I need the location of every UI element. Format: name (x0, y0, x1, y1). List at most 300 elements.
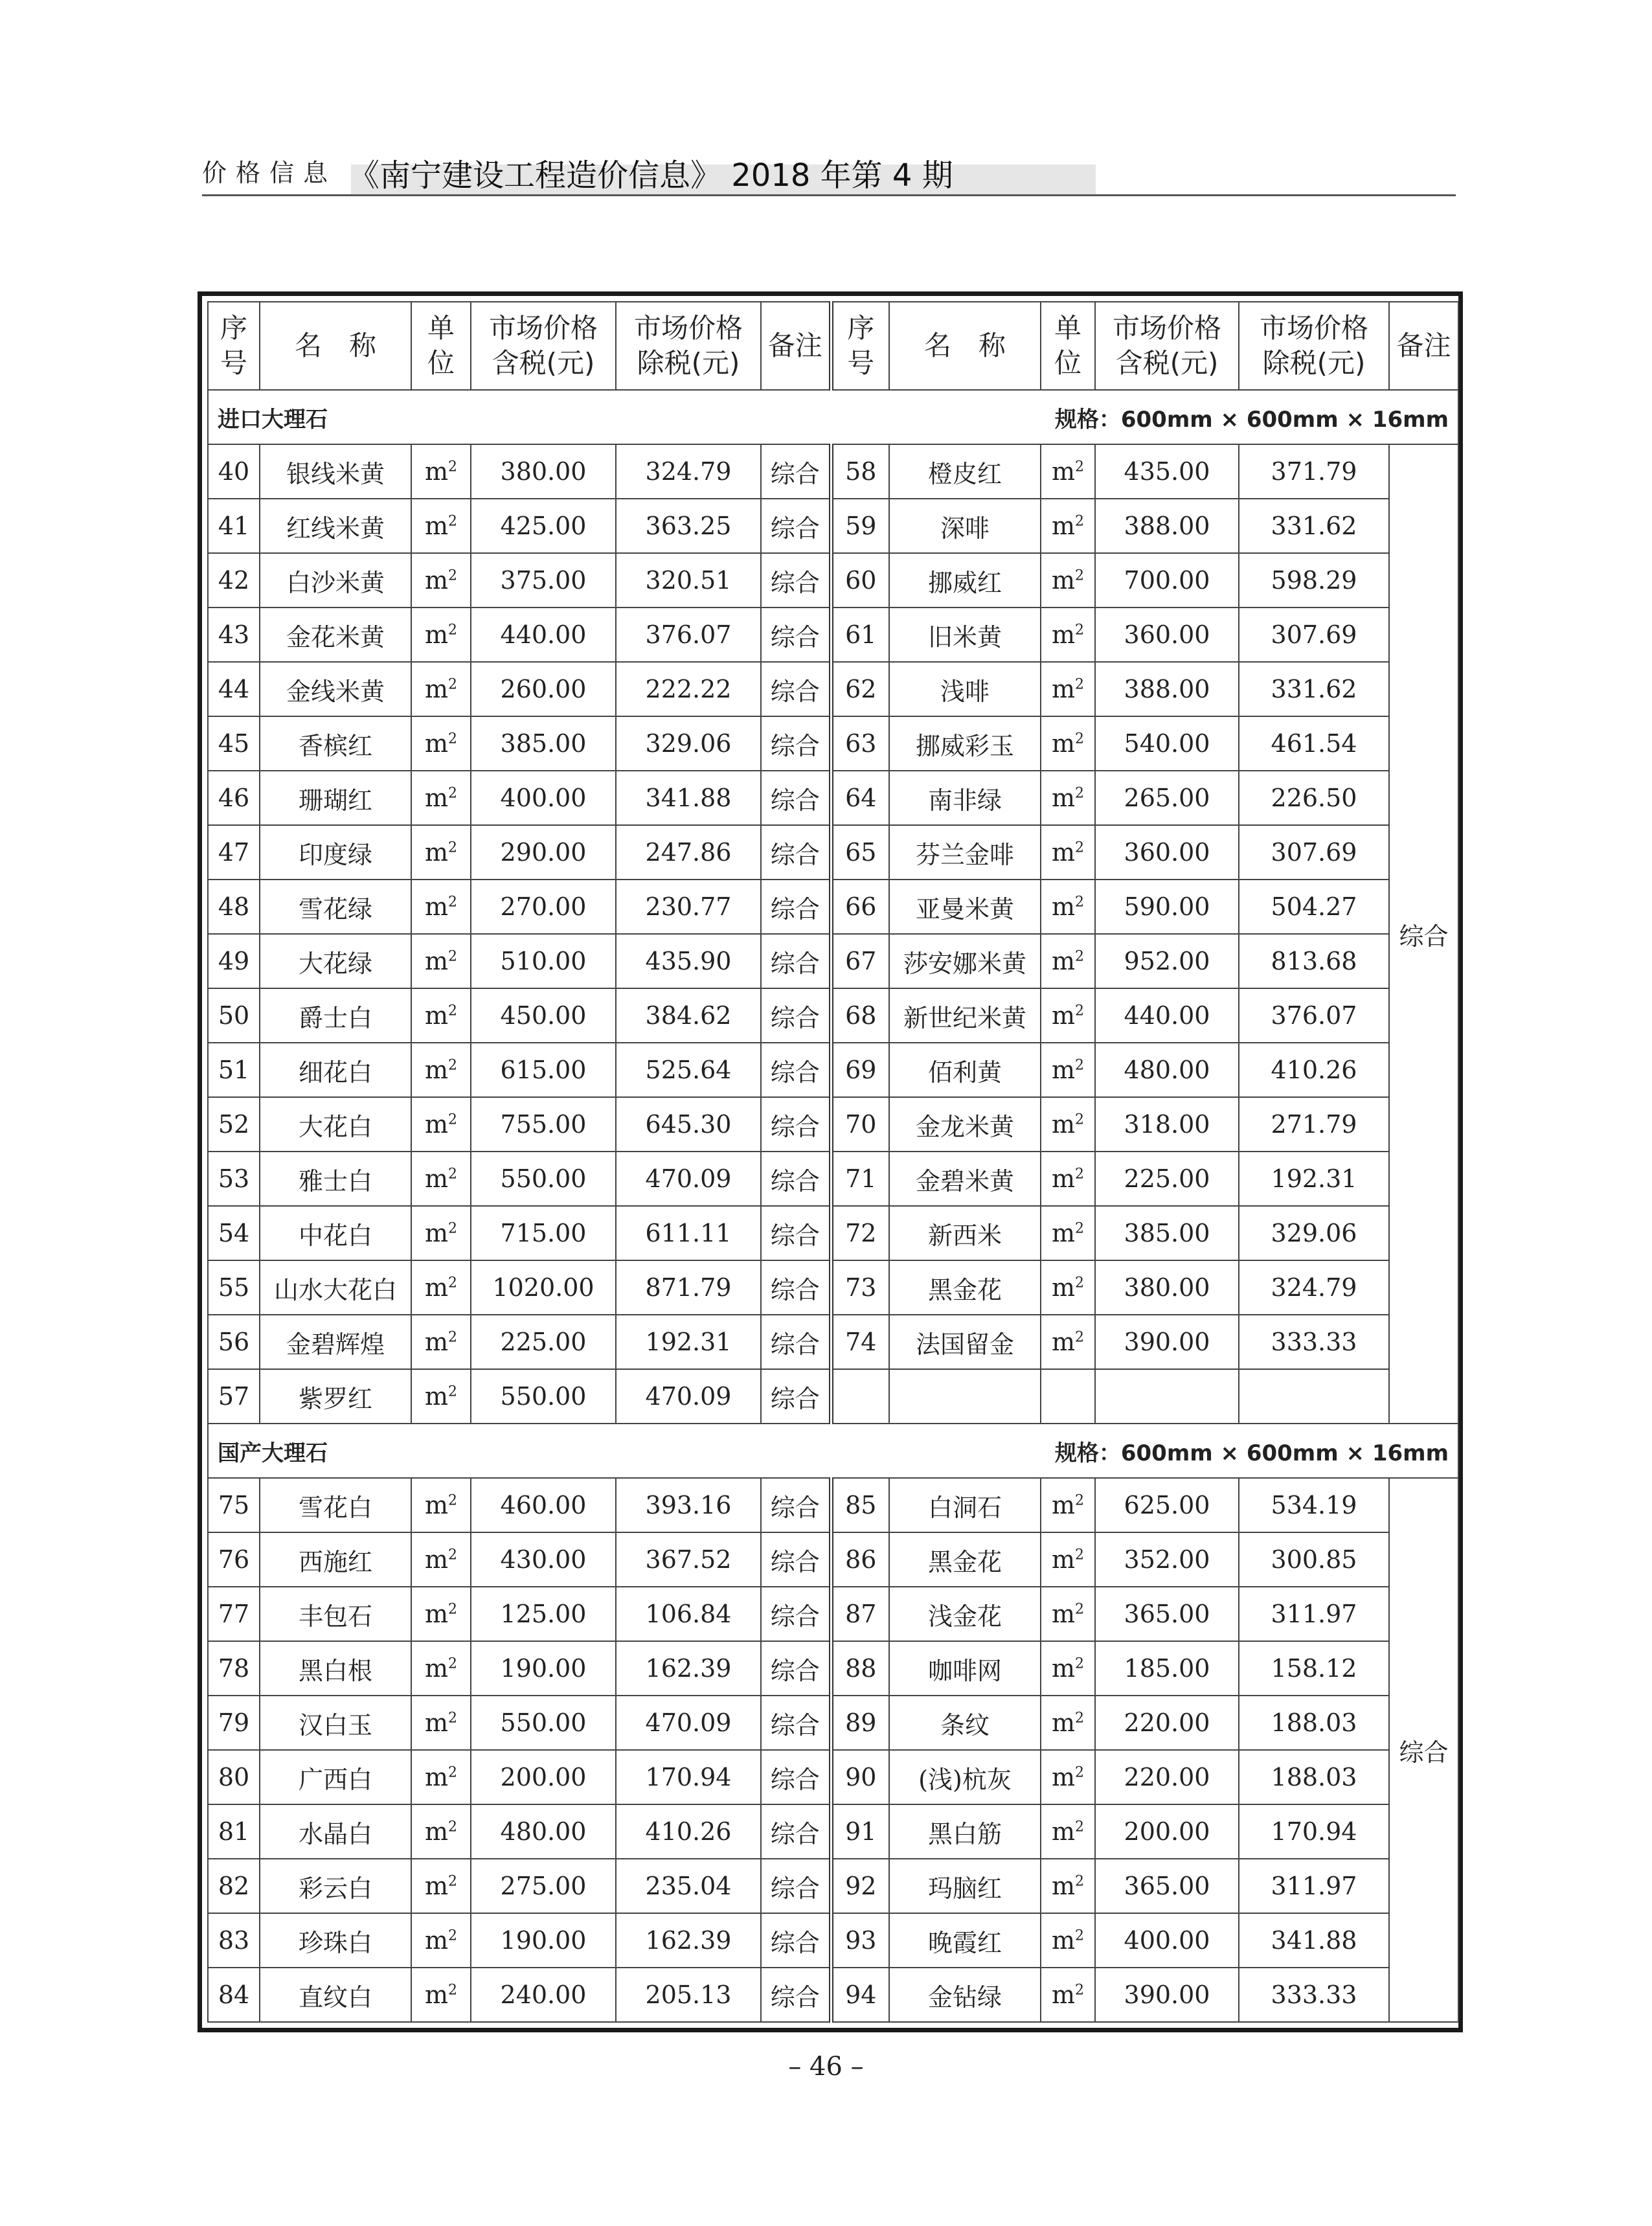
item-seq: 61 (831, 608, 889, 662)
col-unit-header: 单 位 (411, 302, 471, 390)
item-seq: 63 (831, 716, 889, 771)
item-unit (411, 1859, 471, 1913)
item-seq: 52 (208, 1097, 260, 1152)
table-header-row (208, 302, 1458, 390)
unit-sup: 2 (448, 1927, 458, 1944)
unit-sup: 2 (1075, 1547, 1085, 1563)
section-remark: 综合 (1389, 444, 1458, 1424)
item-unit (411, 771, 471, 825)
item-seq: 92 (831, 1859, 889, 1913)
table-row (208, 1043, 1458, 1097)
item-seq: 66 (831, 880, 889, 934)
item-seq: 83 (208, 1913, 260, 1968)
item-price-notax: 226.50 (1239, 771, 1389, 825)
item-remark: 综合 (761, 1260, 831, 1315)
item-remark: 综合 (761, 1532, 831, 1587)
item-seq: 67 (831, 934, 889, 988)
item-seq: 73 (831, 1260, 889, 1315)
item-price-tax: 190.00 (471, 1641, 616, 1696)
item-name: 法国留金 (889, 1315, 1041, 1369)
item-unit (411, 716, 471, 771)
item-seq: 62 (831, 662, 889, 716)
item-name: 雪花绿 (260, 880, 411, 934)
item-remark: 综合 (761, 1478, 831, 1532)
unit-sup: 2 (1075, 1003, 1085, 1019)
item-remark: 综合 (761, 1315, 831, 1369)
unit-sup: 2 (448, 1003, 458, 1019)
item-price-notax: 871.79 (616, 1260, 761, 1315)
item-remark: 综合 (761, 1859, 831, 1913)
item-unit (411, 1968, 471, 2022)
unit-sup: 2 (1075, 459, 1085, 475)
unit-base: m (424, 512, 449, 540)
unit-base: m (424, 1056, 449, 1084)
item-unit (1041, 1152, 1095, 1206)
item-seq: 49 (208, 934, 260, 988)
item-remark: 综合 (761, 1369, 831, 1424)
item-price-notax: 235.04 (616, 1859, 761, 1913)
item-unit (1041, 1043, 1095, 1097)
item-unit (411, 1913, 471, 1968)
item-price-notax: 311.97 (1239, 1587, 1389, 1641)
unit-sup: 2 (1075, 1927, 1085, 1944)
item-price-notax: 158.12 (1239, 1641, 1389, 1696)
col-remark-header: 备注 (761, 302, 831, 390)
unit-sup: 2 (448, 622, 458, 639)
unit-sup: 2 (448, 1819, 458, 1835)
item-price-tax: 550.00 (471, 1696, 616, 1750)
item-price-notax: 410.26 (616, 1804, 761, 1859)
unit-base: m (1051, 1872, 1076, 1900)
category-cell (208, 390, 1458, 444)
item-unit (1041, 1968, 1095, 2022)
item-name: 西施红 (260, 1532, 411, 1587)
item-price-tax: 440.00 (471, 608, 616, 662)
item-name: 南非绿 (889, 771, 1041, 825)
item-seq: 50 (208, 988, 260, 1043)
item-name: 直纹白 (260, 1968, 411, 2022)
item-price-tax: 388.00 (1095, 662, 1239, 716)
item-name: 金钻绿 (889, 1968, 1041, 2022)
unit-base: m (424, 1872, 449, 1900)
item-remark: 综合 (761, 880, 831, 934)
unit-base: m (424, 1981, 449, 2009)
item-remark: 综合 (761, 608, 831, 662)
item-unit (411, 1260, 471, 1315)
item-name: 黑金花 (889, 1260, 1041, 1315)
unit-sup: 2 (448, 1111, 458, 1128)
unit-sup: 2 (448, 1329, 458, 1346)
item-price-notax: 341.88 (616, 771, 761, 825)
item-seq (831, 1369, 889, 1424)
item-seq: 53 (208, 1152, 260, 1206)
unit-sup: 2 (1075, 1057, 1085, 1074)
item-price-tax: 435.00 (1095, 444, 1239, 499)
item-price-notax: 106.84 (616, 1587, 761, 1641)
item-unit (411, 1315, 471, 1369)
unit-sup: 2 (448, 1873, 458, 1890)
unit-base: m (1051, 512, 1076, 540)
item-price-notax: 307.69 (1239, 608, 1389, 662)
unit-base: m (1051, 892, 1076, 921)
unit-sup: 2 (1075, 513, 1085, 530)
unit-base: m (424, 1382, 449, 1411)
col-name-header: 名 称 (889, 302, 1041, 390)
item-unit (411, 1478, 471, 1532)
table-row (208, 1206, 1458, 1260)
item-price-notax: 307.69 (1239, 825, 1389, 880)
category-name: 国产大理石 (218, 1440, 328, 1466)
item-unit (1041, 1696, 1095, 1750)
table-row (208, 1532, 1458, 1587)
unit-sup: 2 (448, 731, 458, 747)
item-seq: 84 (208, 1968, 260, 2022)
unit-base: m (1051, 1056, 1076, 1084)
unit-sup: 2 (448, 1547, 458, 1563)
item-price-notax: 324.79 (1239, 1260, 1389, 1315)
item-unit (1041, 1641, 1095, 1696)
item-seq: 56 (208, 1315, 260, 1369)
unit-base: m (424, 838, 449, 867)
item-name: 彩云白 (260, 1859, 411, 1913)
unit-base: m (1051, 1491, 1076, 1519)
unit-base: m (1051, 1600, 1076, 1628)
item-price-notax: 384.62 (616, 988, 761, 1043)
item-unit (1041, 444, 1095, 499)
unit-sup: 2 (1075, 1166, 1085, 1183)
item-unit (1041, 662, 1095, 716)
item-price-tax: 450.00 (471, 988, 616, 1043)
item-seq: 59 (831, 499, 889, 553)
item-seq: 60 (831, 553, 889, 608)
col-price-notax-header: 市场价格 除税(元) (616, 302, 761, 390)
item-name: 珊瑚红 (260, 771, 411, 825)
publication-title: 《南宁建设工程造价信息》 2018 年第 4 期 (348, 157, 953, 194)
unit-base: m (424, 1817, 449, 1846)
table-row (208, 934, 1458, 988)
item-price-notax: 367.52 (616, 1532, 761, 1587)
item-unit (411, 444, 471, 499)
unit-base: m (424, 729, 449, 758)
item-price-notax: 192.31 (616, 1315, 761, 1369)
page-number: – 46 – (788, 2052, 864, 2082)
item-remark: 综合 (761, 1043, 831, 1097)
unit-base: m (1051, 784, 1076, 812)
unit-sup: 2 (1075, 1873, 1085, 1890)
item-price-notax: 320.51 (616, 553, 761, 608)
unit-sup: 2 (448, 1220, 458, 1237)
item-seq: 68 (831, 988, 889, 1043)
item-seq: 79 (208, 1696, 260, 1750)
item-name: 香槟红 (260, 716, 411, 771)
item-remark: 综合 (761, 1804, 831, 1859)
unit-sup: 2 (448, 1492, 458, 1509)
item-price-notax: 329.06 (1239, 1206, 1389, 1260)
col-price-tax-header: 市场价格 含税(元) (1095, 302, 1239, 390)
category-spec: 规格：600mm × 600mm × 16mm (1054, 1440, 1449, 1466)
unit-base: m (1051, 838, 1076, 867)
col-price-tax-header: 市场价格 含税(元) (471, 302, 616, 390)
unit-sup: 2 (448, 839, 458, 856)
item-name: 白沙米黄 (260, 553, 411, 608)
item-seq: 71 (831, 1152, 889, 1206)
item-name: 亚曼米黄 (889, 880, 1041, 934)
item-name: 山水大花白 (260, 1260, 411, 1315)
item-price-notax: 470.09 (616, 1369, 761, 1424)
item-price-tax: 275.00 (471, 1859, 616, 1913)
item-seq: 90 (831, 1750, 889, 1804)
table-row (208, 1641, 1458, 1696)
unit-base: m (424, 947, 449, 975)
item-price-tax: 615.00 (471, 1043, 616, 1097)
unit-sup: 2 (1075, 839, 1085, 856)
unit-base: m (1051, 1219, 1076, 1247)
unit-base: m (1051, 1926, 1076, 1955)
item-price-notax: 205.13 (616, 1968, 761, 2022)
item-unit (411, 1532, 471, 1587)
item-unit (1041, 988, 1095, 1043)
item-seq: 42 (208, 553, 260, 608)
item-price-notax: 170.94 (1239, 1804, 1389, 1859)
item-name: 广西白 (260, 1750, 411, 1804)
unit-sup: 2 (1075, 1492, 1085, 1509)
item-seq: 93 (831, 1913, 889, 1968)
item-seq: 46 (208, 771, 260, 825)
item-name (889, 1369, 1041, 1424)
item-name: 白洞石 (889, 1478, 1041, 1532)
unit-base: m (424, 1763, 449, 1791)
item-seq: 76 (208, 1532, 260, 1587)
item-name: 旧米黄 (889, 608, 1041, 662)
unit-base: m (1051, 1328, 1076, 1356)
table-row (208, 1369, 1458, 1424)
item-price-notax: 393.16 (616, 1478, 761, 1532)
unit-sup: 2 (448, 1982, 458, 1999)
item-seq: 40 (208, 444, 260, 499)
item-price-tax: 460.00 (471, 1478, 616, 1532)
item-unit (411, 1369, 471, 1424)
item-name: 丰包石 (260, 1587, 411, 1641)
item-price-tax: 360.00 (1095, 825, 1239, 880)
item-price-notax: 376.07 (616, 608, 761, 662)
item-unit (1041, 825, 1095, 880)
item-name: 爵士白 (260, 988, 411, 1043)
item-seq: 89 (831, 1696, 889, 1750)
unit-base: m (424, 1709, 449, 1737)
unit-sup: 2 (448, 1275, 458, 1291)
unit-sup: 2 (1075, 1982, 1085, 1999)
item-price-tax: 715.00 (471, 1206, 616, 1260)
item-remark: 综合 (761, 1913, 831, 1968)
item-price-notax: 324.79 (616, 444, 761, 499)
item-price-tax: 352.00 (1095, 1532, 1239, 1587)
table-row (208, 1750, 1458, 1804)
item-price-tax: 625.00 (1095, 1478, 1239, 1532)
item-seq: 78 (208, 1641, 260, 1696)
item-price-notax: 363.25 (616, 499, 761, 553)
unit-base: m (1051, 1110, 1076, 1139)
unit-base: m (424, 784, 449, 812)
table-row (208, 1587, 1458, 1641)
table-row (208, 716, 1458, 771)
unit-sup: 2 (1075, 1329, 1085, 1346)
unit-base: m (424, 675, 449, 703)
item-seq: 47 (208, 825, 260, 880)
item-name: 细花白 (260, 1043, 411, 1097)
item-price-notax: 611.11 (616, 1206, 761, 1260)
item-remark: 综合 (761, 553, 831, 608)
unit-base: m (1051, 1654, 1076, 1683)
item-price-tax: 265.00 (1095, 771, 1239, 825)
item-name: 浅金花 (889, 1587, 1041, 1641)
item-price-tax: 388.00 (1095, 499, 1239, 553)
unit-sup: 2 (1075, 1275, 1085, 1291)
table-row (208, 1804, 1458, 1859)
item-unit (411, 1097, 471, 1152)
table-row (208, 988, 1458, 1043)
item-name: 黑金花 (889, 1532, 1041, 1587)
item-seq: 65 (831, 825, 889, 880)
section-label: 价格信息 (202, 159, 337, 187)
unit-sup: 2 (1075, 1710, 1085, 1727)
item-name: 浅啡 (889, 662, 1041, 716)
category-spec: 规格：600mm × 600mm × 16mm (1054, 406, 1449, 433)
item-name: 大花白 (260, 1097, 411, 1152)
item-unit (1041, 1369, 1095, 1424)
unit-base: m (1051, 1164, 1076, 1193)
unit-sup: 2 (1075, 567, 1085, 584)
category-row (208, 390, 1458, 444)
item-unit (1041, 1804, 1095, 1859)
item-remark: 综合 (761, 1696, 831, 1750)
item-price-tax: 510.00 (471, 934, 616, 988)
table-row (208, 1968, 1458, 2022)
item-price-tax: 425.00 (471, 499, 616, 553)
item-price-notax: 645.30 (616, 1097, 761, 1152)
item-seq: 91 (831, 1804, 889, 1859)
item-name: 新西米 (889, 1206, 1041, 1260)
item-seq: 86 (831, 1532, 889, 1587)
item-unit (411, 988, 471, 1043)
item-price-notax: 331.62 (1239, 662, 1389, 716)
unit-base: m (1051, 675, 1076, 703)
col-name-header: 名 称 (260, 302, 411, 390)
item-price-notax: 271.79 (1239, 1097, 1389, 1152)
item-name: 黑白根 (260, 1641, 411, 1696)
item-name: 中花白 (260, 1206, 411, 1260)
item-price-tax: 190.00 (471, 1913, 616, 1968)
item-remark: 综合 (761, 499, 831, 553)
unit-sup: 2 (448, 513, 458, 530)
table-body (208, 390, 1458, 2022)
item-price-tax: 480.00 (471, 1804, 616, 1859)
item-price-tax: 952.00 (1095, 934, 1239, 988)
item-price-notax: 598.29 (1239, 553, 1389, 608)
item-seq: 85 (831, 1478, 889, 1532)
unit-base: m (424, 1654, 449, 1683)
item-remark: 综合 (761, 1587, 831, 1641)
table-row (208, 771, 1458, 825)
table-row (208, 1696, 1458, 1750)
item-price-notax: 170.94 (616, 1750, 761, 1804)
item-price-notax: 162.39 (616, 1913, 761, 1968)
item-unit (411, 553, 471, 608)
table-row (208, 608, 1458, 662)
unit-sup: 2 (448, 676, 458, 693)
item-unit (1041, 553, 1095, 608)
item-unit (411, 608, 471, 662)
item-unit (1041, 1478, 1095, 1532)
item-unit (1041, 1097, 1095, 1152)
item-remark: 综合 (761, 1152, 831, 1206)
item-price-tax: 540.00 (1095, 716, 1239, 771)
item-remark: 综合 (761, 1206, 831, 1260)
col-price-notax-header: 市场价格 除税(元) (1239, 302, 1389, 390)
item-price-tax: 390.00 (1095, 1315, 1239, 1369)
item-unit (1041, 1587, 1095, 1641)
table-row (208, 444, 1458, 499)
item-price-notax: 525.64 (616, 1043, 761, 1097)
table-row (208, 1478, 1458, 1532)
item-price-tax: 400.00 (471, 771, 616, 825)
item-price-notax: 188.03 (1239, 1696, 1389, 1750)
unit-base: m (424, 1110, 449, 1139)
item-price-tax: 260.00 (471, 662, 616, 716)
unit-base: m (1051, 1981, 1076, 2009)
item-unit (411, 1152, 471, 1206)
table-row (208, 1260, 1458, 1315)
table-row (208, 553, 1458, 608)
item-price-tax: 200.00 (471, 1750, 616, 1804)
item-price-tax: 225.00 (471, 1315, 616, 1369)
unit-sup: 2 (448, 1057, 458, 1074)
unit-base: m (424, 1273, 449, 1302)
item-unit (1041, 1750, 1095, 1804)
unit-sup: 2 (1075, 894, 1085, 911)
item-seq: 77 (208, 1587, 260, 1641)
item-price-notax: 247.86 (616, 825, 761, 880)
item-name: 芬兰金啡 (889, 825, 1041, 880)
item-unit (411, 499, 471, 553)
item-seq: 82 (208, 1859, 260, 1913)
item-seq: 58 (831, 444, 889, 499)
item-seq: 55 (208, 1260, 260, 1315)
item-seq: 70 (831, 1097, 889, 1152)
item-remark: 综合 (761, 1641, 831, 1696)
item-price-notax: 435.90 (616, 934, 761, 988)
item-remark: 综合 (761, 771, 831, 825)
item-unit (411, 1804, 471, 1859)
item-price-notax: 329.06 (616, 716, 761, 771)
item-name: 水晶白 (260, 1804, 411, 1859)
item-name: 紫罗红 (260, 1369, 411, 1424)
item-price-tax: 375.00 (471, 553, 616, 608)
unit-sup: 2 (1075, 1655, 1085, 1672)
item-remark: 综合 (761, 444, 831, 499)
item-seq: 75 (208, 1478, 260, 1532)
item-remark: 综合 (761, 1097, 831, 1152)
item-price-tax (1095, 1369, 1239, 1424)
unit-sup: 2 (1075, 948, 1085, 965)
item-price-tax: 125.00 (471, 1587, 616, 1641)
item-seq: 48 (208, 880, 260, 934)
item-price-notax: 192.31 (1239, 1152, 1389, 1206)
unit-base: m (1051, 1763, 1076, 1791)
item-price-notax: 470.09 (616, 1152, 761, 1206)
item-remark: 综合 (761, 1968, 831, 2022)
item-unit (411, 1696, 471, 1750)
table-row (208, 1315, 1458, 1369)
